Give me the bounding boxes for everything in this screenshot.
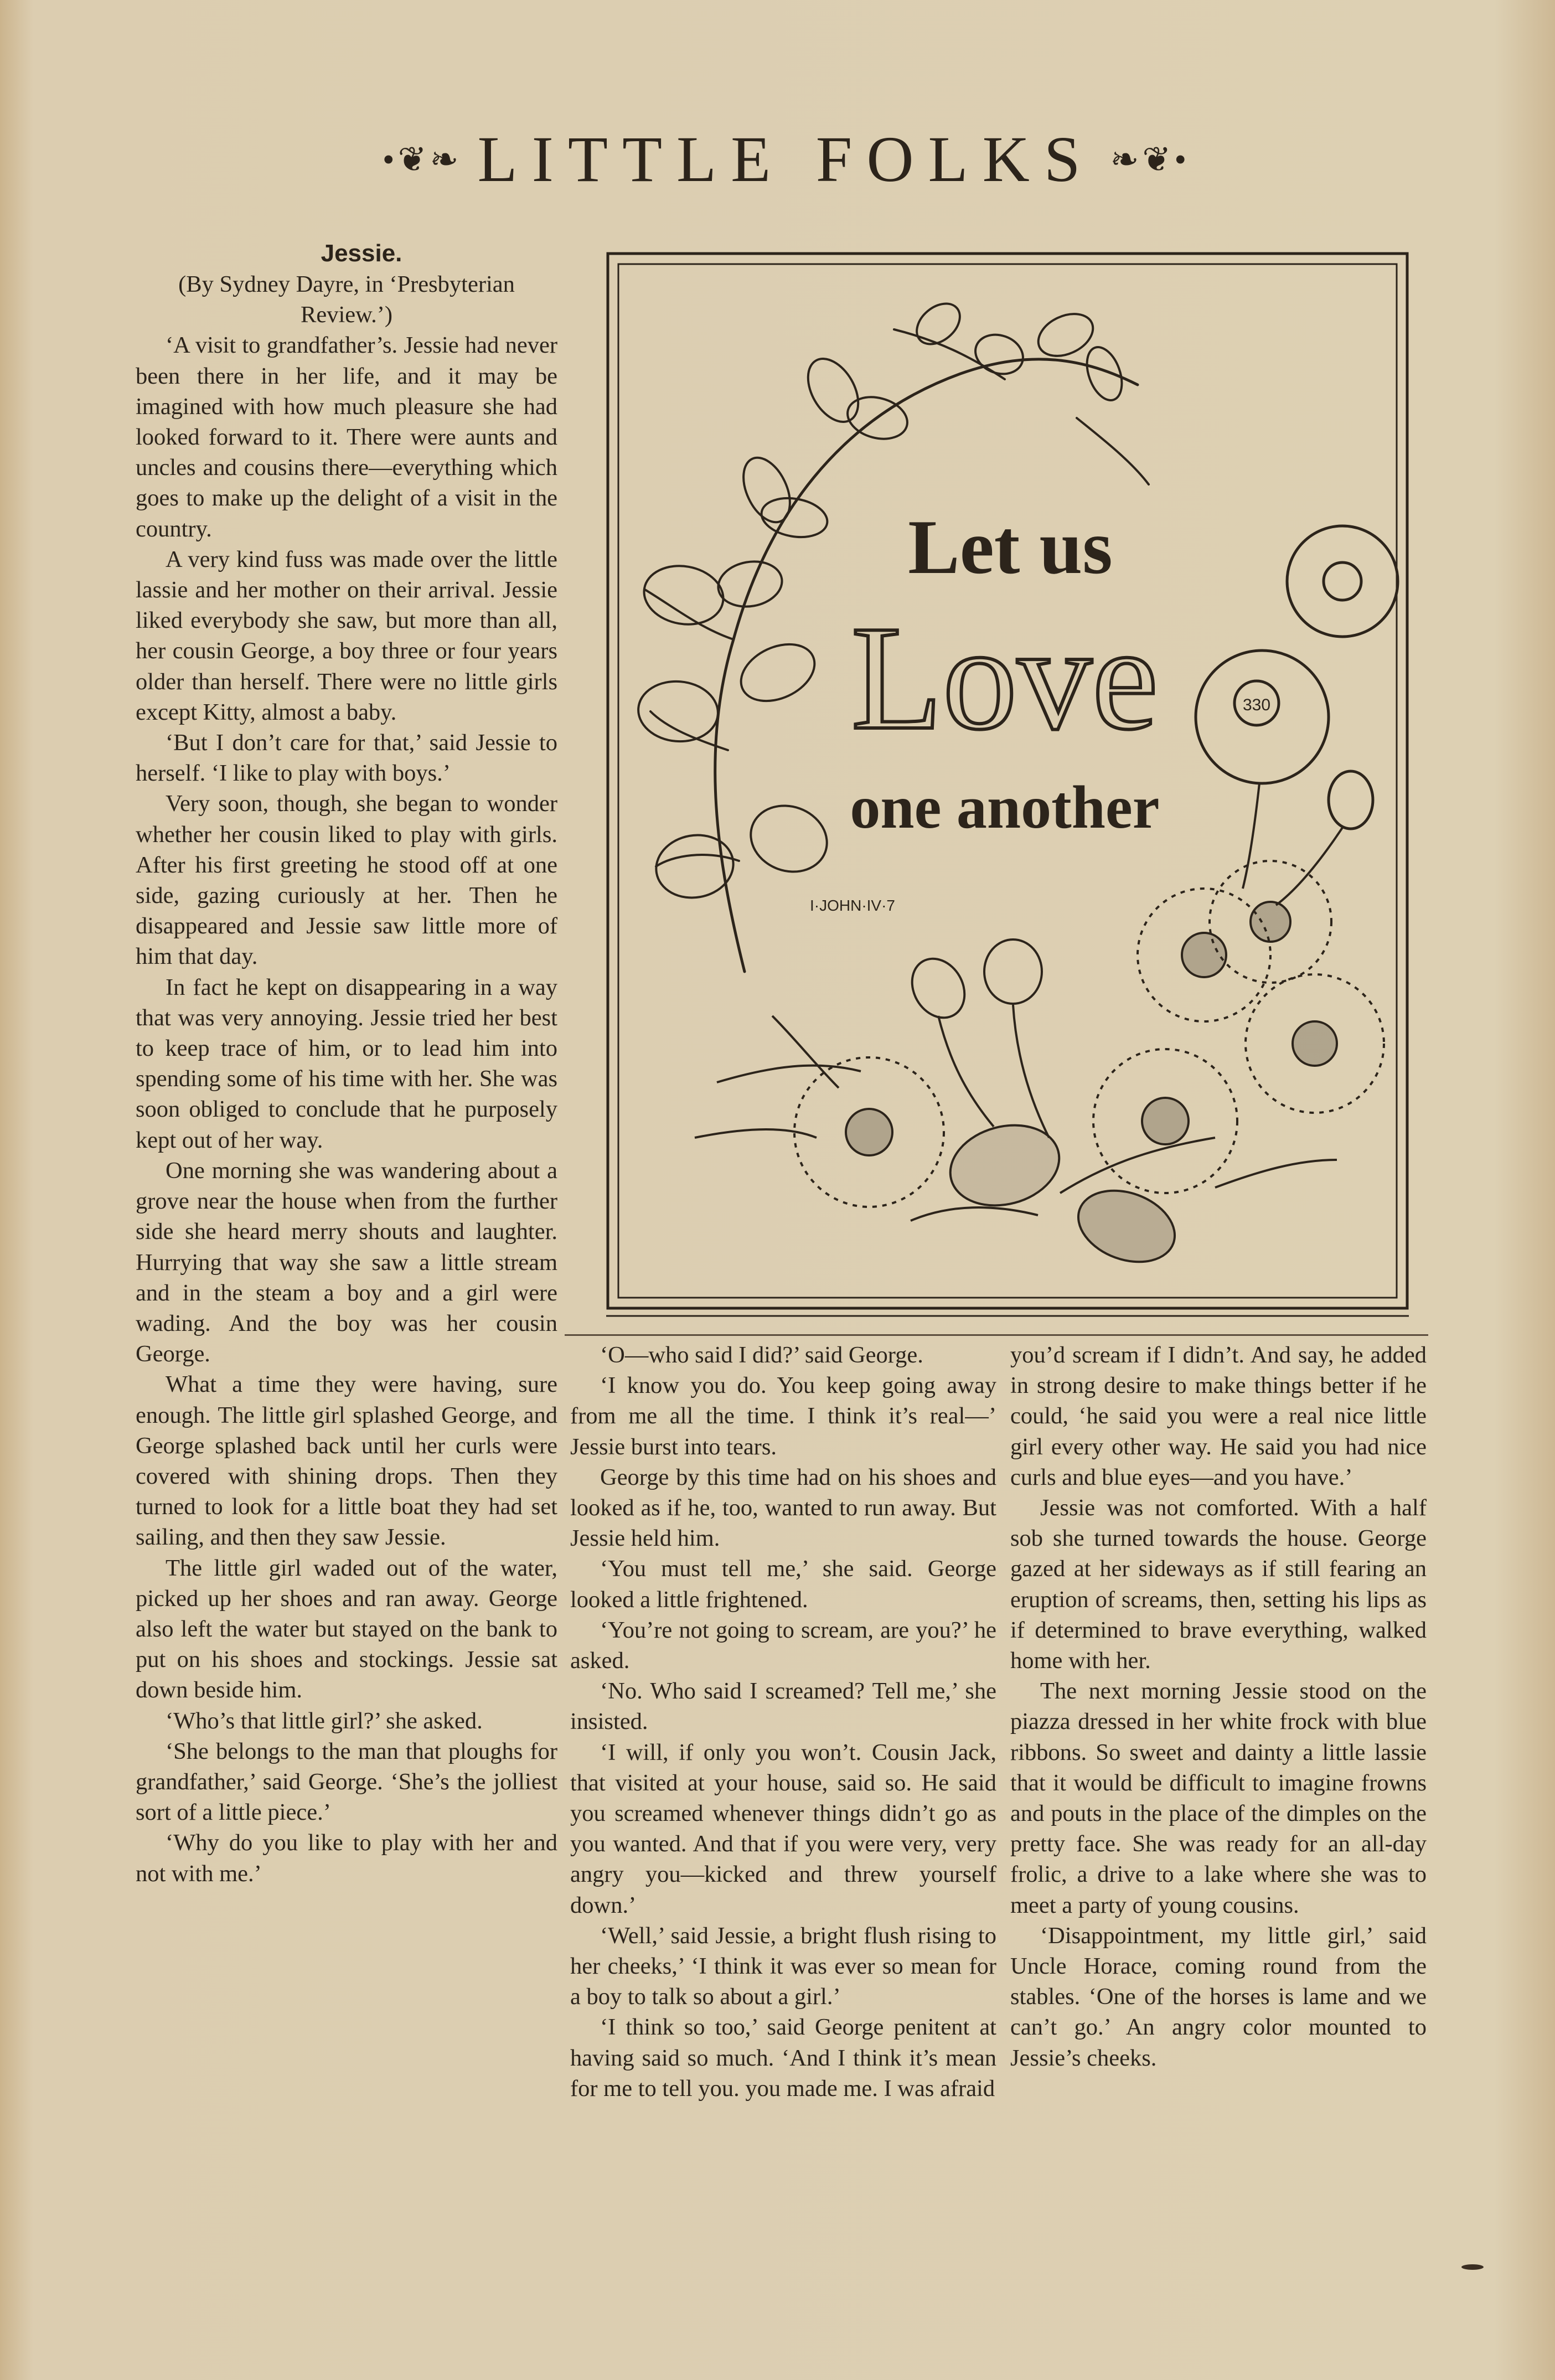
let-us-love-illustration: [606, 252, 1409, 1318]
paragraph: George by this time had on his shoes and looked as if he, too, wanted to run away. But Jessie held him.: [570, 1464, 996, 1552]
paragraph: Jessie was not comforted. With a half sob she turned towards the house. George gazed at her sideways as if still fearing an eruption of screams, then, setting his lips as if determined to brave everything, walked home with her.: [1010, 1495, 1427, 1674]
masthead: [354, 123, 1218, 195]
paragraph: A very kind fuss was made over the little lassie and her mother on their arrival. Jessie liked everybody she saw, but more than all, her cousin George, a boy three or four years older than herself. There were no little girls except Kitty, almost a baby.: [136, 546, 557, 725]
paragraph: ‘I will, if only you won’t. Cousin Jack, that visited at your house, said so. He said you screamed whenever things didn’t go as you wanted. And that if you were very, very angry you—kicked and threw yourself down.’: [570, 1739, 996, 1918]
paragraph: In fact he kept on disappearing in a way that was very annoying. Jessie tried her best to keep trace of him, or to lead him into spending some of his time with her. She was soon obliged to conclude that he purposely kept out of her way.: [136, 974, 557, 1153]
paragraph: ‘I know you do. You keep going away from me all the time. I think it’s real—’ Jessie burst into tears.: [570, 1372, 996, 1460]
paragraph: ‘A visit to grandfather’s. Jessie had never been there in her life, and it may be imagined with how much pleasure she had looked forward to it. There were aunts and uncles and cousins there—everything which goes to make up the delight of a visit in the country.: [136, 332, 557, 542]
paragraph: ‘You’re not going to scream, are you?’ he asked.: [570, 1617, 996, 1674]
paragraph: ‘Why do you like to play with her and not with me.’: [136, 1830, 557, 1887]
paragraph: ‘O—who said I did?’ said George.: [600, 1342, 923, 1368]
flower-number: 330: [1242, 696, 1271, 714]
paragraph: ‘You must tell me,’ she said. George looked a little frightened.: [570, 1556, 996, 1613]
masthead-ornament-left: •❦❧: [382, 141, 462, 179]
paragraph: ‘She belongs to the man that ploughs for grandfather,’ said George. ‘She’s the jolliest sort of a little piece.’: [136, 1738, 557, 1826]
love-text: Love: [851, 595, 1159, 761]
column-divider-rule: [565, 1334, 1428, 1336]
article-byline: (By Sydney Dayre, in ‘Presbyterian Review.’): [178, 271, 515, 328]
let-us-text: Let us: [908, 504, 1113, 590]
masthead-title: LITTLE FOLKS: [477, 123, 1095, 195]
paragraph: Very soon, though, she began to wonder whether her cousin liked to play with girls. After his first greeting he stood off at one side, gazing curiously at her. Then he disappeared and Jessie saw little more of him that day.: [136, 791, 557, 970]
paragraph: One morning she was wandering about a grove near the house when from the further side she heard merry shouts and laughter. Hurrying that way she saw a little stream and in the steam a boy and a girl were wading. And the boy was her cousin George.: [136, 1157, 557, 1367]
article-column-2: [570, 1340, 996, 2104]
paragraph: ‘Who’s that little girl?’ she asked.: [166, 1707, 483, 1734]
illustration-artwork: [606, 252, 1409, 1318]
paragraph: ‘Well,’ said Jessie, a bright flush rising to her cheeks,’ ‘I think it was ever so mean for a boy to talk so about a girl.’: [570, 1922, 996, 2010]
article-column-1: [136, 238, 557, 1889]
scripture-reference: I·JOHN·IV·7: [810, 897, 895, 914]
one-another-text: one another: [850, 773, 1160, 841]
paragraph: you’d scream if I didn’t. And say, he added in strong desire to make things better if he could, ‘he said you were a real nice little girl every other way. He said you had nice curls and blue eyes—and you have.’: [1010, 1342, 1427, 1490]
article-title: Jessie.: [321, 240, 402, 267]
paragraph: ‘No. Who said I screamed? Tell me,’ she insisted.: [570, 1678, 996, 1735]
paragraph: The little girl waded out of the water, picked up her shoes and ran away. George also left the water but stayed on the bank to put on his shoes and stockings. Jessie sat down beside him.: [136, 1555, 557, 1703]
paragraph: ‘Disappointment, my little girl,’ said Uncle Horace, coming round from the stables. ‘One of the horses is lame and we can’t go.’ An angry color mounted to Jessie’s cheeks.: [1010, 1922, 1427, 2071]
masthead-ornament-right: ❧❦•: [1110, 141, 1190, 179]
paragraph: The next morning Jessie stood on the piazza dressed in her white frock with blue ribbons. So sweet and dainty a little lassie that it would be difficult to imagine frowns and pouts in the place of the dimples on the pretty face. She was ready for an all-day frolic, a drive to a lake where she was to meet a party of young cousins.: [1010, 1678, 1427, 1918]
paragraph: ‘But I don’t care for that,’ said Jessie to herself. ‘I like to play with boys.’: [136, 730, 557, 787]
ink-smudge: [1461, 2264, 1484, 2270]
poppy-flowers: [1196, 526, 1398, 905]
article-column-3: [1010, 1340, 1427, 2073]
buds-and-foliage: [695, 939, 1337, 1274]
paragraph: What a time they were having, sure enough. The little girl splashed George, and George splashed back until her curls were covered with shining drops. Then they turned to look for a little boat they had set sailing, and then they saw Jessie.: [136, 1371, 557, 1551]
paragraph: ‘I think so too,’ said George penitent at having said so much. ‘And I think it’s mean for me to tell you. you made me. I was afraid: [570, 2014, 996, 2102]
